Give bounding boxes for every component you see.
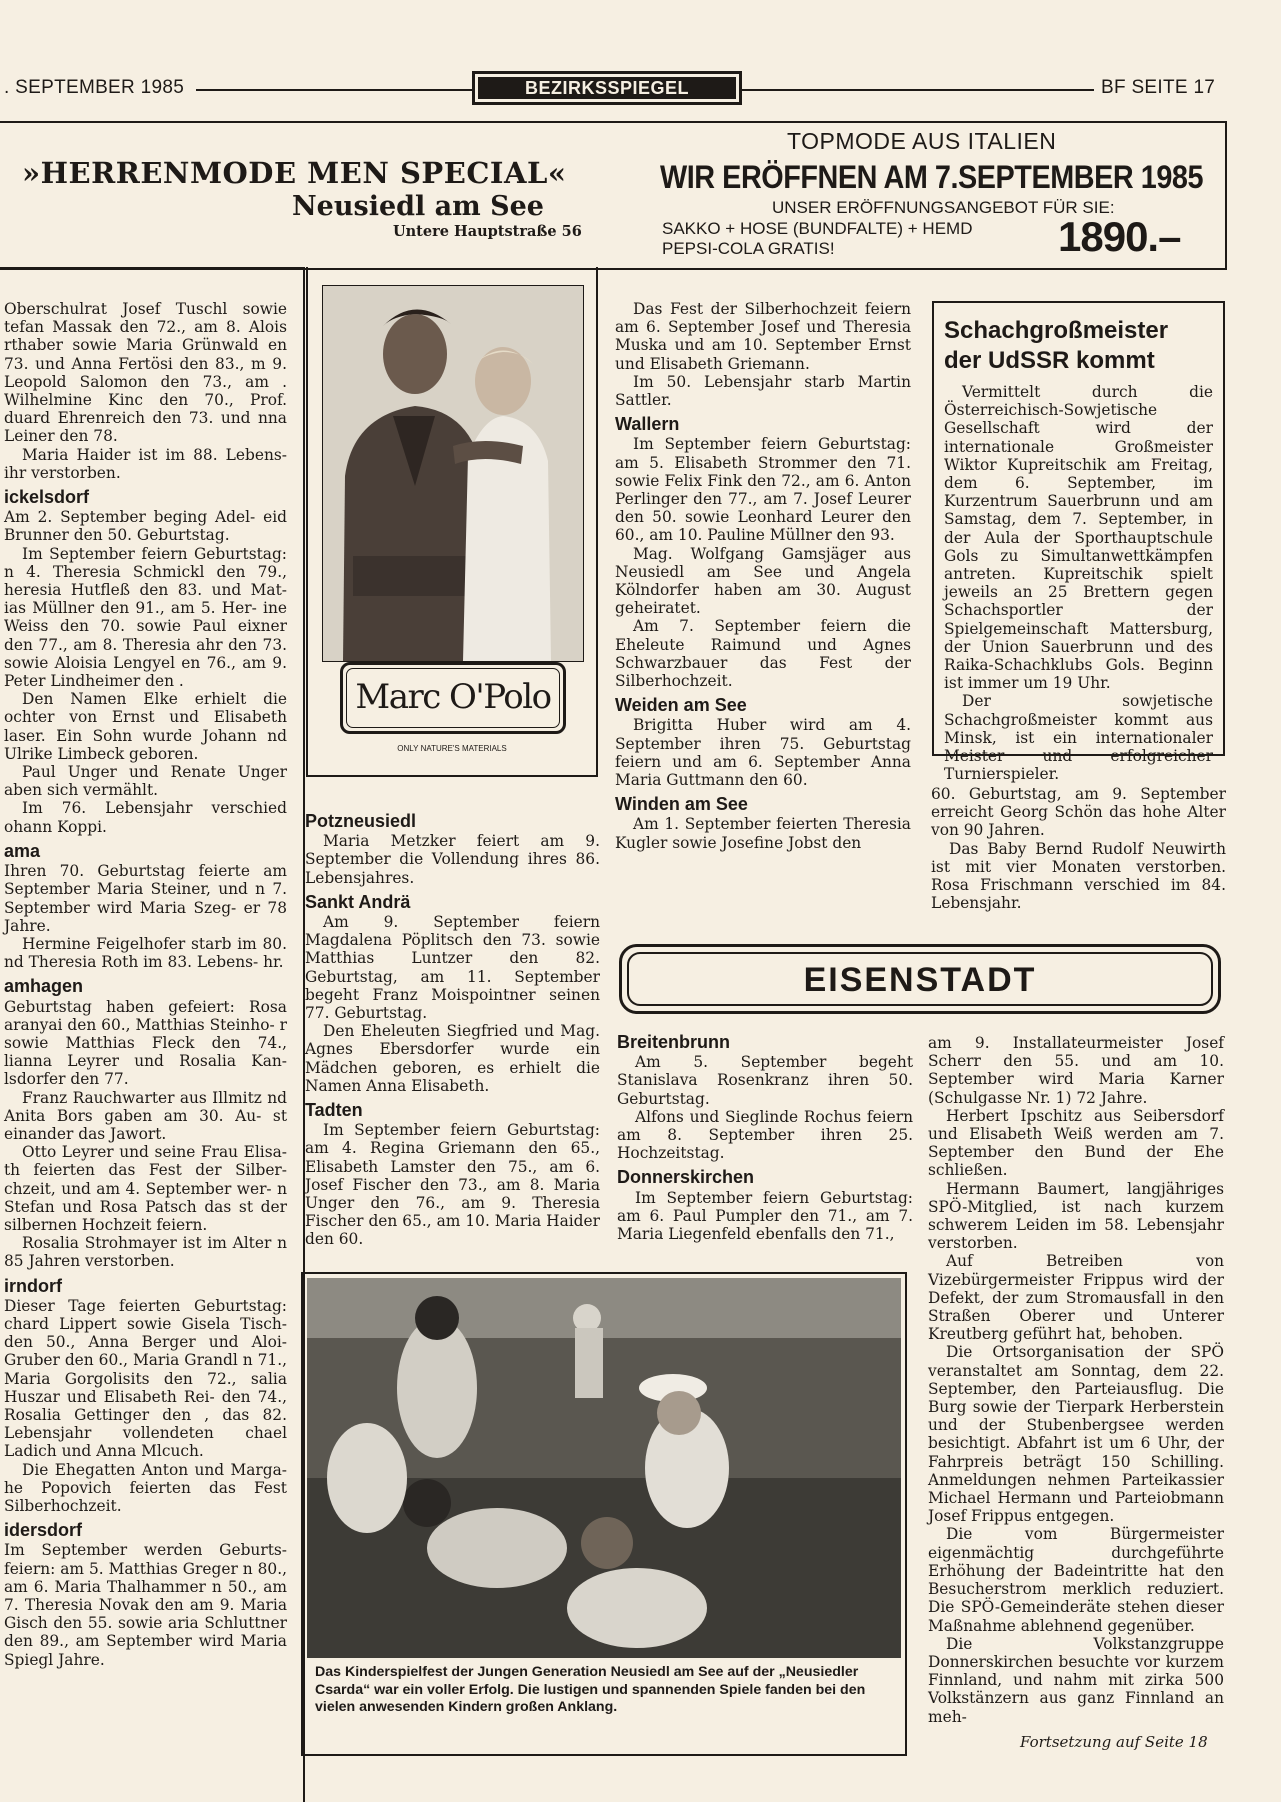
article-paragraph: am 9. Installateurmeister Josef Scherr den 55. und am 10. September wird Maria Karner (Schulgasse Nr. 1) 72 Jahre. [928, 1034, 1224, 1107]
continued-note: Fortsetzung auf Seite 18 [1020, 1733, 1208, 1751]
chess-title-line2: der UdSSR kommt [944, 347, 1155, 374]
section-heading: Donnerskirchen [617, 1167, 755, 1188]
marcopolo-tagline: ONLY NATURE'S MATERIALS [397, 744, 507, 753]
article-paragraph: Der sowjetische Schachgroßmeister kommt aus Minsk, ist ein internationaler Meister und erfolgreicher Turnierspieler. [944, 692, 1213, 784]
column-third [615, 300, 911, 852]
chess-body [944, 383, 1213, 783]
article-paragraph: Im September werden Geburts- feiern: am 5. Matthias Greger n 80., am 6. Maria Thalhammer n 50., am 7. Theresia Novak den am 9. Maria Gisch den 55. sowie aria Schluttner den 89., am September wird Maria Spiegl Jahre. [4, 1541, 287, 1669]
ad-topline: TOPMODE AUS ITALIEN [787, 128, 1057, 154]
fashion-photo-image [323, 286, 583, 661]
ad-offer-line2: PEPSI-COLA GRATIS! [662, 239, 835, 258]
article-paragraph: Den Namen Elke erhielt die ochter von Ernst und Elisabeth laser. Ein Sohn wurde Johann nd Ulrike Limbeck geboren. [4, 690, 287, 763]
section-heading: Winden am See [615, 794, 748, 815]
article-paragraph: Vermittelt durch die Österreichisch-Sowjetische Gesellschaft wird der internationale Großmeister Wiktor Kupreitschik am Freitag, dem 6. September, im Kurzentrum Sauerbrunn und am Samstag, dem 7. September, in der Aula der Sporthauptschule Gols zu Simultanwettkämpfen antreten. Kupreitschik spielt jeweils an 25 Brettern gegen Schachsportler der Spielgemeinschaft Mattersburg, der Union Sauerbrunn und des Raika-Schachklubs Gols. Beginn ist immer um 19 Uhr. [944, 383, 1213, 693]
children-photo [307, 1278, 901, 1658]
article-paragraph: Am 5. September begeht Stanislava Rosenkranz ihren 50. Geburtstag. [617, 1053, 913, 1108]
article-paragraph: Im September feiern Geburtstag: am 5. Elisabeth Strommer den 71. sowie Felix Fink den 72., am 6. Anton Perlinger den 77., am 7. Josef Leurer den 50. sowie Leonhard Leurer den 60., am 10. Pauline Müllner den 93. [615, 435, 911, 545]
article-paragraph: Auf Betreiben von Vizebürgermeister Frippus wird der Defekt, der zum Stromausfall in den Straßen Oberer und Unterer Kreutberg geführt hat, behoben. [928, 1252, 1224, 1344]
article-paragraph: Dieser Tage feierten Geburtstag: chard Lippert sowie Gisela Tisch- den 50., Anna Berger und Aloi- Gruber den 60., Maria Grandl n 71., Maria Gorgolisits den 72., salia Huszar und Elisabeth Rei- den 74., Rosalia Gettinger den , das 82. Lebensjahr vollendeten chael Ladich und Anna Mlcuch. [4, 1296, 287, 1461]
ad-offer-line1: SAKKO + HOSE (BUNDFALTE) + HEMD [662, 219, 973, 238]
article-paragraph: Im 76. Lebensjahr verschied ohann Koppi. [4, 799, 287, 836]
section-heading: ama [4, 840, 41, 861]
chess-article-box [932, 301, 1225, 784]
article-paragraph: Die vom Bürgermeister eigenmächtig durchgeführte Erhöhung der Badeintritte hat den Besucherstrom merklich reduziert. Die SPÖ-Gemeinderäte stehen dieser Maßnahme ablehnend gegenüber. [928, 1525, 1224, 1635]
article-paragraph: Rosalia Strohmayer ist im Alter n 85 Jahren verstorben. [4, 1234, 287, 1271]
article-paragraph: Franz Rauchwarter aus Illmitz nd Anita Bors gaben am 30. Au- st einander das Jawort. [4, 1088, 287, 1143]
article-paragraph: Geburtstag haben gefeiert: Rosa aranyai den 60., Matthias Steinho- r sowie Matthias Fleck den 74., lianna Leyrer und Rosalia Kan- lsdorfer den 77. [4, 997, 287, 1089]
ad-offer-title: UNSER ERÖFFNUNGSANGEBOT FÜR SIE: [772, 198, 1115, 217]
ad-opening: WIR ERÖFFNEN AM 7.SEPTEMBER 1985 [660, 159, 1204, 195]
eisenstadt-title: EISENSTADT [803, 961, 1037, 999]
article-paragraph: Die Ortsorganisation der SPÖ veranstaltet am Sonntag, dem 22. September, den Parteiausflug. Die Burg sowie der Tierpark Herberstein und der Stubenbergsee werden besichtigt. Abfahrt ist um 6 Uhr, der Fahrpreis beträgt 150 Schilling. Anmeldungen nehmen Parteikassier Michael Hermann und Parteiobmann Josef Frippus entgegen. [928, 1343, 1224, 1526]
header-rule-right [742, 89, 1094, 91]
ad-brand: »HERRENMODE MEN SPECIAL« [22, 156, 567, 190]
article-paragraph: Am 2. September beging Adel- eid Brunner den 50. Geburtstag. [4, 508, 287, 545]
article-paragraph: Am 9. September feiern Magdalena Pöplitsch den 73. sowie Matthias Luntzer den 82. Geburtstag, am 11. September begeht Franz Moispointner seinen 77. Geburtstag. [305, 913, 600, 1023]
advertisement-box [0, 121, 1227, 270]
article-paragraph: Alfons und Sieglinde Rochus feiern am 8. September ihren 25. Hochzeitstag. [617, 1107, 913, 1163]
article-paragraph: Am 7. September feiern die Eheleute Raimund und Agnes Schwarzbauer das Fest der Silberhochzeit. [615, 617, 911, 691]
eisenstadt-column-right [928, 1034, 1224, 1726]
header-rule-left [196, 89, 472, 91]
children-photo-box [301, 1272, 907, 1756]
section-heading: Weiden am See [615, 695, 747, 716]
column-second [305, 812, 600, 1249]
section-badge [472, 71, 742, 105]
article-paragraph: Mag. Wolfgang Gamsjäger aus Neusiedl am See und Angela Kölndorfer haben am 30. August geheiratet. [615, 544, 911, 618]
article-paragraph: Die Ehegatten Anton und Marga- he Popovich feierten das Fest Silberhochzeit. [4, 1460, 287, 1515]
article-paragraph: Hermann Baumert, langjähriges SPÖ-Mitglied, ist nach kurzem schwerem Leiden im 58. Lebensjahr verstorben. [928, 1179, 1224, 1253]
article-paragraph: Das Fest der Silberhochzeit feiern am 6. September Josef und Theresia Muska und am 10. September Ernst und Elisabeth Griemann. [615, 300, 911, 373]
article-paragraph: Im September feiern Geburtstag: am 4. Regina Griemann den 65., Elisabeth Lamster den 75., am 6. Josef Fischer den 73., am 8. Maria Unger den 76., am 9. Theresia Fischer den 65., am 10. Maria Haider den 60. [305, 1121, 600, 1249]
issue-date: . SEPTEMBER 1985 [4, 77, 185, 98]
section-heading: Potzneusiedl [305, 811, 417, 831]
section-heading: idersdorf [4, 1520, 83, 1541]
article-paragraph: Das Baby Bernd Rudolf Neuwirth ist mit vier Monaten verstorben. Rosa Frischmann verschied im 84. Lebensjahr. [931, 839, 1226, 913]
article-paragraph: Otto Leyrer und seine Frau Elisa- th feierten das Fest der Silber- chzeit, und am 4. September wer- n Stefan und Rosa Patsch das st der silbernen Hochzeit feiern. [4, 1143, 287, 1234]
marcopolo-logo-frame [340, 662, 566, 734]
article-paragraph: Oberschulrat Josef Tuschl sowie tefan Massak den 72., am 8. Alois rthaber sowie Maria Grünwald en 73. und Anna Fertösi den 83., m 9. Leopold Salomon den 73., am . Wilhelmine Kinc den 70., Prof. duard Ehrenreich den 73. und nna Leiner den 78. [4, 300, 287, 446]
article-paragraph: Paul Unger und Renate Unger aben sich vermählt. [4, 763, 287, 800]
ad-town: Neusiedl am See [292, 191, 544, 222]
eisenstadt-banner [619, 944, 1221, 1014]
article-paragraph: Die Volkstanzgruppe Donnerskirchen besuchte vor kurzem Finnland, und nahm mit zirka 500 Volkstänzern aus ganz Finnland an meh- [928, 1634, 1224, 1726]
article-paragraph: Den Eheleuten Siegfried und Mag. Agnes Ebersdorfer wurde ein Mädchen geboren, es erhielt die Namen Anna Elisabeth. [305, 1022, 600, 1095]
section-heading: Wallern [615, 414, 680, 435]
article-paragraph: Am 1. September feierten Theresia Kugler sowie Josefine Jobst den [615, 815, 911, 852]
ad-price: 1890.– [1058, 213, 1181, 260]
chess-title-line1: Schachgroßmeister [944, 317, 1169, 344]
article-paragraph: Maria Metzker feiert am 9. September die Vollendung ihres 86. Lebensjahres. [305, 832, 600, 887]
article-paragraph: Hermine Feigelhofer starb im 80. nd Theresia Roth im 83. Lebens- hr. [4, 934, 287, 972]
ad-street: Untere Hauptstraße 56 [393, 223, 582, 240]
article-paragraph: Im September feiern Geburtstag: am 6. Paul Pumpler den 71., am 7. Maria Liegenfeld ebenfalls den 71., [617, 1188, 913, 1244]
fashion-photo [322, 285, 584, 662]
article-paragraph: 60. Geburtstag, am 9. September erreicht Georg Schön das hohe Alter von 90 Jahren. [931, 785, 1226, 840]
children-photo-image [307, 1278, 901, 1658]
column-left [4, 300, 287, 1669]
article-paragraph: Maria Haider ist im 88. Lebens- ihr verstorben. [4, 445, 287, 482]
marcopolo-logo: Marc O'Polo [355, 677, 551, 717]
section-label: BEZIRKSSPIEGEL [478, 77, 736, 99]
page-number: BF SEITE 17 [1101, 77, 1216, 98]
column-fourth [931, 785, 1226, 912]
section-heading: Tadten [305, 1100, 363, 1121]
eisenstadt-column-left [617, 1033, 913, 1243]
article-paragraph: Herbert Ipschitz aus Seibersdorf und Elisabeth Weiß werden am 7. September den Bund der Ehe schließen. [928, 1106, 1224, 1180]
article-paragraph: Im 50. Lebensjahr starb Martin Sattler. [615, 372, 911, 410]
section-heading: irndorf [4, 1275, 62, 1296]
article-paragraph: Brigitta Huber wird am 4. September ihren 75. Geburtstag feiern und am 6. September Anna Maria Guttmann den 60. [615, 716, 911, 790]
photo-caption: Das Kinderspielfest der Jungen Generation Neusiedl am See auf der „Neusiedler Csarda“ war ein voller Erfolg. Die lustigen und spannenden Spiele fanden bei den vielen anwesenden Kindern großen Anklang. [315, 1664, 866, 1715]
section-heading: ickelsdorf [4, 487, 90, 508]
marcopolo-ad [306, 267, 598, 777]
section-heading: Breitenbrunn [617, 1032, 731, 1052]
section-heading: Sankt Andrä [305, 891, 411, 912]
article-paragraph: Ihren 70. Geburtstag feierte am September Maria Steiner, und n 7. September wird Maria Szeg- er 78 Jahre. [4, 862, 287, 935]
section-heading: amhagen [4, 976, 84, 997]
article-paragraph: Im September feiern Geburtstag: n 4. Theresia Schmickl den 79., heresia Hutfleß den 83. und Mat- ias Müllner den 91., am 5. Her- ine Weiss den 70. sowie Paul eixner den 77., am 8. Theresia ahr den 73. sowie Aloisia Lengyel en 76., am 9. Peter Lindheimer den . [4, 544, 287, 691]
